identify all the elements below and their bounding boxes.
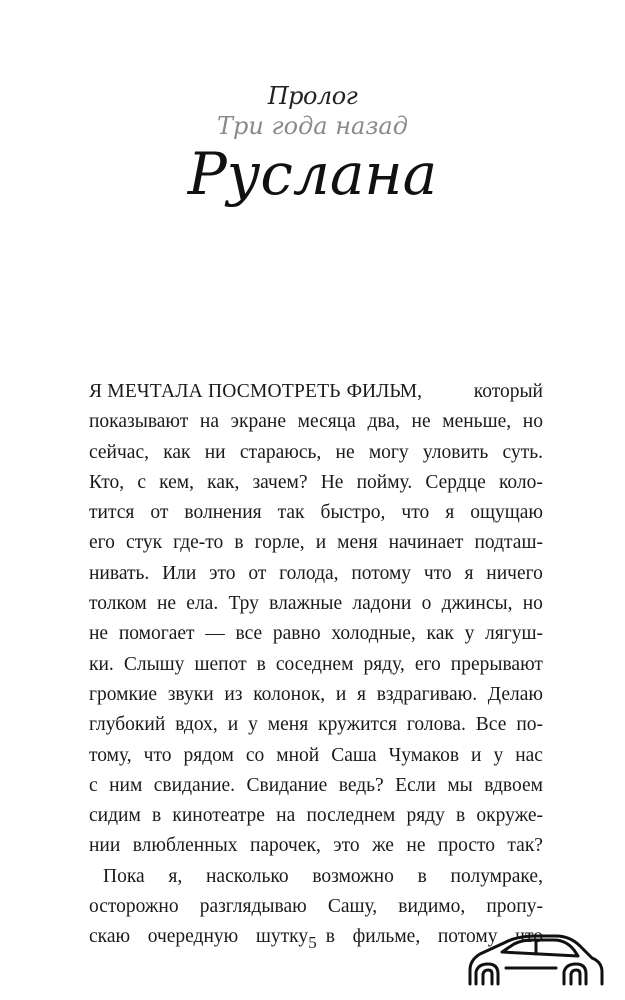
chapter-title: Руслана <box>187 140 438 208</box>
text-line: Пока я, насколько возможно в полумраке, <box>103 865 543 887</box>
chapter-label: Пролог <box>267 82 358 110</box>
text-line: скаю очередную шутку в фильме, потому что <box>89 926 543 948</box>
text-line: ки. Слышу шепот в соседнем ряду, его прерывают <box>89 653 543 675</box>
chapter-subtitle: Три года назад <box>217 112 408 140</box>
text-line: громкие звуки из колонок, и я вздрагиваю. Делаю <box>89 683 543 705</box>
text-line: показывают на экране месяца два, не меньше, но <box>89 411 543 433</box>
body-text <box>89 377 543 953</box>
text-line: не помогает — все равно холодные, как у лягуш- <box>89 623 543 645</box>
text-line: сейчас, как ни стараюсь, не могу уловить суть. <box>89 441 543 463</box>
text-line: с ним свидание. Свидание ведь? Если мы вдвоем <box>89 774 543 796</box>
text-line: Кто, с кем, как, зачем? Не пойму. Сердце коло- <box>89 471 543 493</box>
text-line: глубокий вдох, и у меня кружится голова. Все по- <box>89 714 543 736</box>
page-number: 5 <box>308 933 317 952</box>
text-line: Я МЕЧТАЛА ПОСМОТРЕТЬ ФИЛЬМ, который <box>89 381 543 402</box>
text-line: его стук где-то в горле, и меня начинает подташ- <box>89 532 543 554</box>
text-line: толком не ела. Тру влажные ладони о джинсы, но <box>89 593 543 615</box>
car-icon <box>466 930 606 988</box>
text-line: нии влюбленных парочек, это же не просто так? <box>89 835 543 857</box>
text-line: тится от волнения так быстро, что я ощущаю <box>89 502 543 524</box>
text-line: осторожно разглядываю Сашу, видимо, пропу- <box>89 896 543 918</box>
text-line: тому, что рядом со мной Саша Чумаков и у нас <box>89 744 543 766</box>
text-line: сидим в кинотеатре на последнем ряду в окруже- <box>89 805 543 827</box>
text-line: нивать. Или это от голода, потому что я ничего <box>89 562 543 584</box>
